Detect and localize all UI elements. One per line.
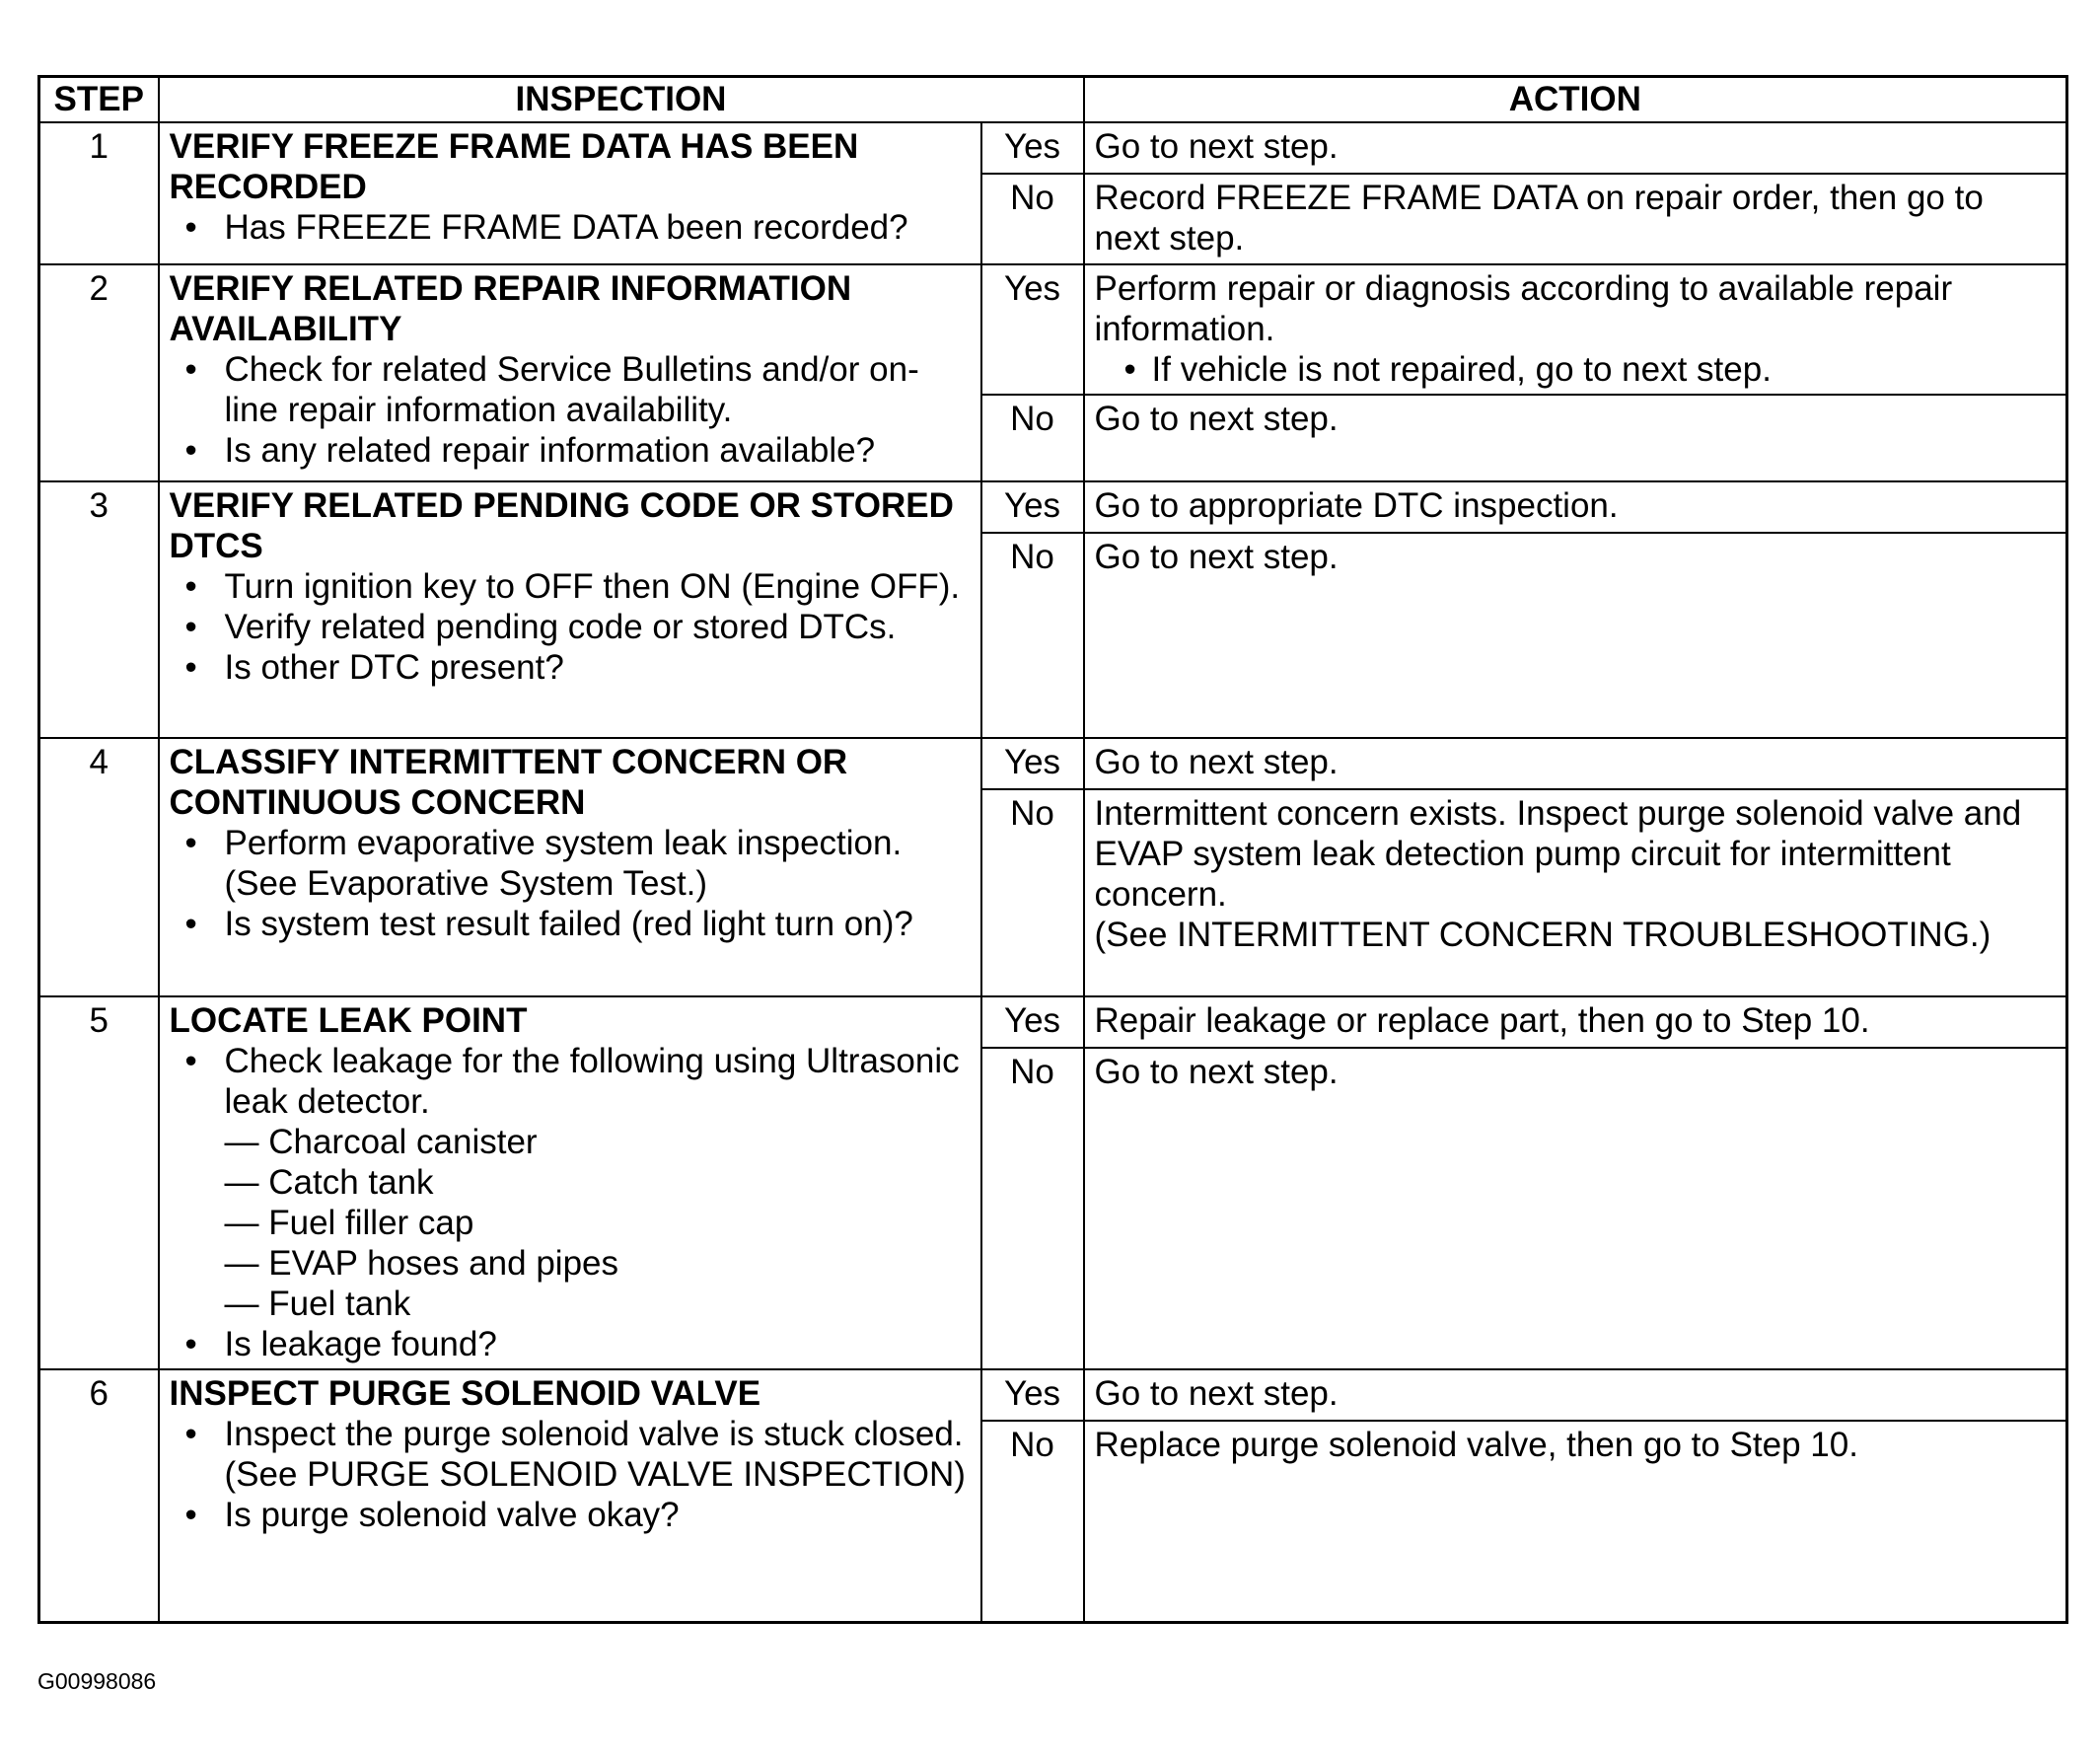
inspection-text: • Verify related pending code or stored DTCs. — [224, 608, 897, 646]
inspection-text: • Check leakage for the following using Ultrasonic leak detector. — [224, 1042, 960, 1121]
inspection-text: • Inspect the purge solenoid valve is stuck closed. — [224, 1415, 964, 1453]
inspection-cell — [159, 996, 981, 1369]
no-action — [1084, 1048, 2067, 1369]
action-text: Go to appropriate DTC inspection. — [1094, 486, 1619, 525]
no-action — [1084, 174, 2067, 264]
inspection-text: • Is any related repair information available? — [224, 431, 876, 470]
inspection-bullets — [170, 1414, 971, 1535]
inspection-bullet — [225, 1495, 971, 1535]
inspection-text: — EVAP hoses and pipes — [224, 1244, 619, 1283]
no-action — [1084, 395, 2067, 481]
table-body — [39, 122, 2067, 1622]
yes-action — [1084, 264, 2067, 395]
step-row-yes — [39, 122, 2067, 174]
inspection-text: — Fuel filler cap — [224, 1204, 474, 1242]
step-number: 2 — [39, 264, 159, 481]
header-step: STEP — [39, 77, 159, 123]
step-number: 5 — [39, 996, 159, 1369]
inspection-text: — Fuel tank — [224, 1285, 411, 1323]
action-text: Record FREEZE FRAME DATA on repair order, then go to next step. — [1094, 179, 1984, 257]
no-label: No — [981, 1048, 1084, 1369]
yes-action — [1084, 738, 2067, 789]
header-row — [39, 77, 2067, 123]
action-text: Go to next step. — [1094, 400, 1339, 438]
step-number: 3 — [39, 481, 159, 738]
diagnostic-table — [37, 75, 2068, 1624]
action-text: Perform repair or diagnosis according to available repair information. — [1094, 269, 1953, 348]
no-action — [1084, 1421, 2067, 1622]
inspection-title: VERIFY RELATED REPAIR INFORMATION AVAILABILITY — [169, 269, 852, 348]
inspection-text: • Check for related Service Bulletins and/or on-line repair information availability. — [224, 350, 919, 429]
inspection-bullets — [170, 566, 971, 688]
inspection-bullet — [225, 1041, 971, 1324]
inspection-text: (See Evaporative System Test.) — [224, 864, 708, 903]
action-bullets — [1095, 349, 2057, 390]
header-action: ACTION — [1084, 77, 2067, 123]
action-text: Go to next step. — [1094, 538, 1339, 576]
inspection-text: • Is system test result failed (red light turn on)? — [224, 905, 913, 943]
inspection-bullets — [170, 349, 971, 471]
inspection-text: (See PURGE SOLENOID VALVE INSPECTION) — [224, 1455, 966, 1494]
inspection-text: • Is leakage found? — [224, 1325, 497, 1363]
action-text: Go to next step. — [1094, 1374, 1339, 1413]
header-inspection: INSPECTION — [159, 77, 1084, 123]
inspection-bullet — [225, 1324, 971, 1364]
inspection-text: — Charcoal canister — [224, 1123, 538, 1161]
inspection-bullet — [225, 349, 971, 430]
yes-label: Yes — [981, 122, 1084, 174]
action-bullet: • If vehicle is not repaired, go to next step. — [1152, 349, 2057, 390]
no-label: No — [981, 789, 1084, 996]
step-number: 4 — [39, 738, 159, 996]
step-number: 6 — [39, 1369, 159, 1622]
action-text: Repair leakage or replace part, then go to Step 10. — [1094, 1001, 1870, 1040]
action-text: Intermittent concern exists. Inspect purge solenoid valve and EVAP system leak detection pump circuit for intermittent concern. — [1094, 794, 2022, 914]
action-text: Go to next step. — [1094, 743, 1339, 781]
inspection-title: LOCATE LEAK POINT — [169, 1001, 528, 1040]
yes-label: Yes — [981, 996, 1084, 1048]
inspection-cell — [159, 1369, 981, 1622]
yes-label: Yes — [981, 738, 1084, 789]
inspection-bullet — [225, 1414, 971, 1495]
inspection-title: VERIFY RELATED PENDING CODE OR STORED DTCS — [169, 486, 954, 565]
step-row-yes — [39, 1369, 2067, 1421]
inspection-cell — [159, 122, 981, 264]
inspection-text: • Is purge solenoid valve okay? — [224, 1496, 680, 1534]
action-text: (See INTERMITTENT CONCERN TROUBLESHOOTING.) — [1094, 916, 1991, 954]
step-row-yes — [39, 996, 2067, 1048]
action-text: Go to next step. — [1094, 127, 1339, 166]
inspection-cell — [159, 481, 981, 738]
inspection-bullet — [225, 430, 971, 471]
inspection-text: • Is other DTC present? — [224, 648, 564, 687]
inspection-cell — [159, 264, 981, 481]
no-action — [1084, 789, 2067, 996]
inspection-text: — Catch tank — [224, 1163, 434, 1202]
yes-label: Yes — [981, 481, 1084, 533]
step-row-yes — [39, 738, 2067, 789]
yes-action — [1084, 996, 2067, 1048]
yes-action — [1084, 122, 2067, 174]
inspection-bullet — [225, 904, 971, 944]
step-row-yes — [39, 264, 2067, 395]
inspection-bullet — [225, 823, 971, 904]
inspection-bullets — [170, 1041, 971, 1364]
inspection-text: • Has FREEZE FRAME DATA been recorded? — [224, 208, 908, 247]
step-number: 1 — [39, 122, 159, 264]
figure-id: G00998086 — [37, 1668, 157, 1694]
inspection-bullets — [170, 823, 971, 944]
action-text: Replace purge solenoid valve, then go to Step 10. — [1094, 1426, 1858, 1464]
no-label: No — [981, 533, 1084, 738]
no-label: No — [981, 395, 1084, 481]
inspection-bullet — [225, 566, 971, 607]
inspection-bullets — [170, 207, 971, 248]
no-label: No — [981, 1421, 1084, 1622]
step-row-yes — [39, 481, 2067, 533]
inspection-bullet — [225, 207, 971, 248]
inspection-bullet — [225, 647, 971, 688]
no-label: No — [981, 174, 1084, 264]
yes-label: Yes — [981, 264, 1084, 395]
yes-label: Yes — [981, 1369, 1084, 1421]
inspection-title: CLASSIFY INTERMITTENT CONCERN OR CONTINUOUS CONCERN — [169, 743, 848, 822]
inspection-bullet — [225, 607, 971, 647]
inspection-title: VERIFY FREEZE FRAME DATA HAS BEEN RECORDED — [169, 127, 859, 206]
no-action — [1084, 533, 2067, 738]
action-text: Go to next step. — [1094, 1053, 1339, 1092]
inspection-cell — [159, 738, 981, 996]
inspection-text: • Perform evaporative system leak inspection. — [224, 824, 903, 862]
yes-action — [1084, 1369, 2067, 1421]
inspection-title: INSPECT PURGE SOLENOID VALVE — [169, 1374, 761, 1413]
inspection-text: • Turn ignition key to OFF then ON (Engine OFF). — [224, 567, 961, 606]
yes-action — [1084, 481, 2067, 533]
